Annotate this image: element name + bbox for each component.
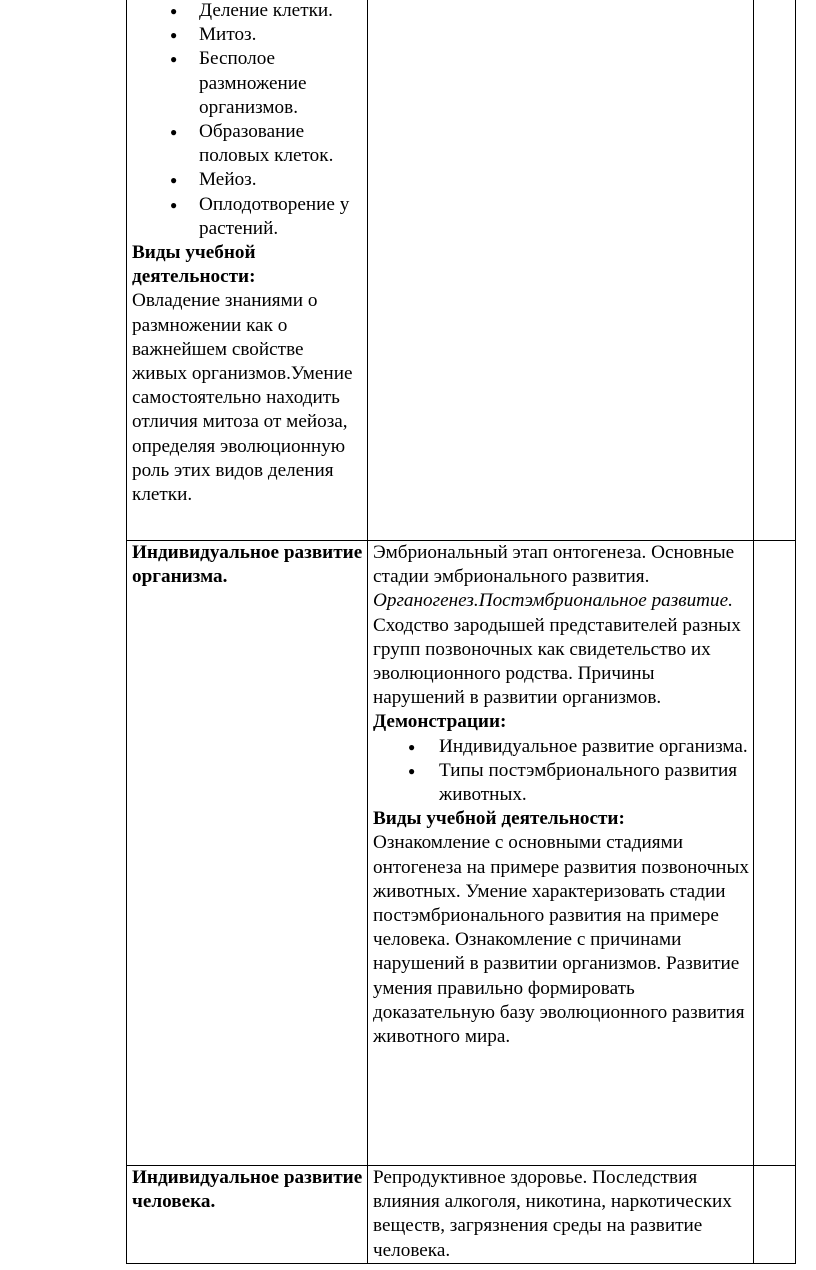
demos-list xyxy=(373,735,749,808)
demos-heading: Демонстрации: xyxy=(373,711,507,733)
topic-title: Индивидуальное развитие организма. xyxy=(132,542,363,588)
activities-text: Ознакомление с основными стадиями онтогенеза на примере развития позвоночных животных. Умение характеризовать стадии постэмбрионального развития на примере человека. Ознакомление с причинами нарушений в развитии организмов. Развитие умения правильно формировать доказательную базу эволюционного развития животного мира. xyxy=(373,832,749,1048)
list-item: ● Образование половых клеток. xyxy=(132,120,363,168)
table-row xyxy=(127,1166,796,1264)
content-continuation: Сходство зародышей представителей разных групп позвоночных как свидетельство их эволюционного родства. Причины нарушений в развитии организмов. xyxy=(373,614,741,709)
topic-title: Индивидуальное развитие человека. xyxy=(132,1167,363,1213)
row1-content-cell xyxy=(368,0,754,541)
table-row xyxy=(127,541,796,1166)
activities-heading: Виды учебной деятельности: xyxy=(132,242,256,288)
curriculum-table xyxy=(126,0,796,1264)
row1-topic-cell xyxy=(127,0,368,541)
row3-extra-cell xyxy=(754,1166,796,1264)
row2-extra-cell xyxy=(754,541,796,1166)
list-item: ● Бесполое размножение организмов. xyxy=(132,47,363,120)
activities-heading: Виды учебной деятельности: xyxy=(373,808,625,830)
list-item: ● Типы постэмбрионального развития животных. xyxy=(373,759,749,807)
row2-topic-cell xyxy=(127,541,368,1166)
activities-text: Овладение знаниями о размножении как о важнейшем свойстве живых организмов.Умение самостоятельно находить отличия митоза от мейоза, определяя эволюционную роль этих видов деления клетки. xyxy=(132,290,353,506)
list-item: ● Митоз. xyxy=(132,23,363,47)
row3-content-cell xyxy=(368,1166,754,1264)
list-item: ● Деление клетки. xyxy=(132,0,363,23)
list-item: ● Оплодотворение у растений. xyxy=(132,193,363,241)
list-item: ● Мейоз. xyxy=(132,168,363,192)
content-paragraph: Репродуктивное здоровье. Последствия влияния алкоголя, никотина, наркотических веществ, загрязнения среды на развитие человека. xyxy=(373,1167,732,1261)
content-paragraph xyxy=(373,541,749,710)
topic-bullet-list xyxy=(132,0,363,241)
content-intro: Эмбриональный этап онтогенеза. Основные стадии эмбрионального развития. xyxy=(373,542,735,588)
list-item: ● Индивидуальное развитие организма. xyxy=(373,735,749,759)
content-italic: Органогенез.Постэмбриональное развитие. xyxy=(373,590,733,612)
row3-topic-cell xyxy=(127,1166,368,1264)
row2-content-cell xyxy=(368,541,754,1166)
table-row xyxy=(127,0,796,541)
row1-extra-cell xyxy=(754,0,796,541)
